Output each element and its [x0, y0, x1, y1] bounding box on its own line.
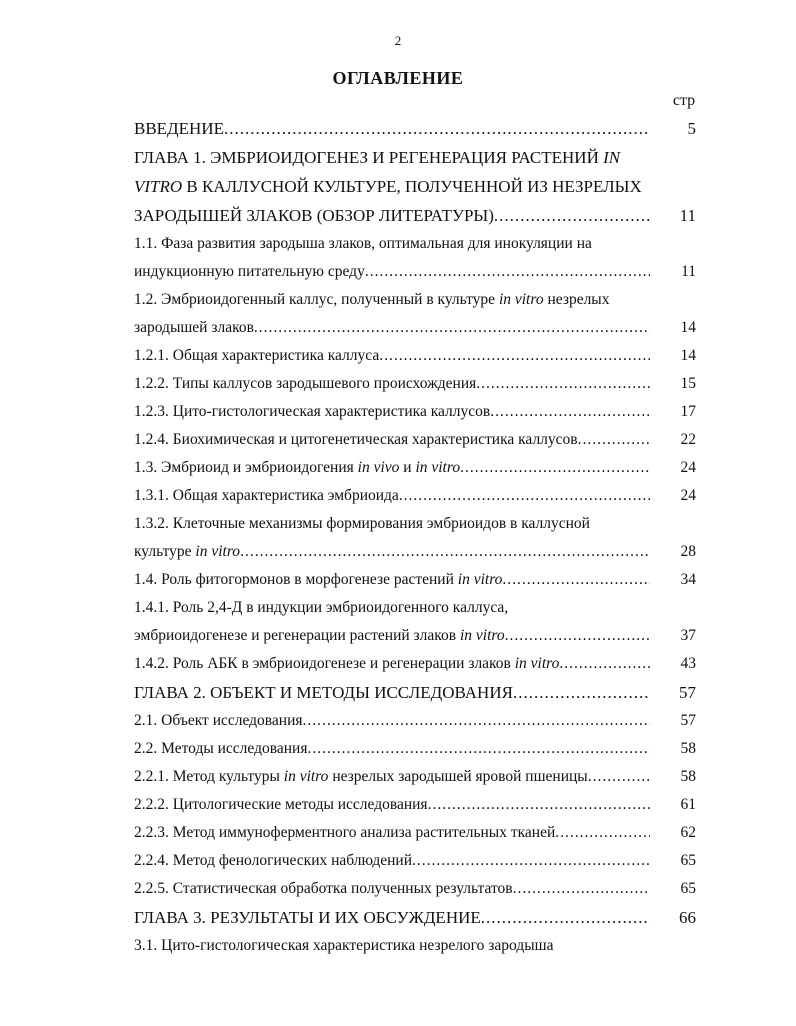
toc-line: [134, 763, 696, 791]
toc-entry: [134, 707, 696, 735]
toc-entry-text: 3.1. Цито-гистологическая характеристика незрелого зародыша: [134, 937, 554, 954]
toc-entry: [134, 735, 696, 763]
toc-entry: [134, 370, 696, 398]
page-column-header: стр: [672, 92, 696, 109]
toc-line: [134, 678, 696, 707]
toc-entry: [134, 482, 696, 510]
toc-page-number: 57: [679, 683, 696, 702]
toc-entry: [134, 510, 696, 566]
toc-entry-text: VITRO В КАЛЛУСНОЙ КУЛЬТУРЕ, ПОЛУЧЕННОЙ ИЗ НЕЗРЕЛЫХ: [134, 177, 642, 196]
toc-page-number: 57: [680, 712, 696, 729]
table-of-contents: [134, 114, 696, 960]
toc-line: [134, 903, 696, 932]
toc-leader-dots: [254, 314, 650, 342]
toc-entry-text: 1.2.2. Типы каллусов зародышевого происхождения: [134, 375, 477, 392]
toc-entry-text: эмбриоидогенезе и регенерации растений злаков in vitro: [134, 627, 505, 644]
toc-entry: [134, 230, 696, 286]
toc-page-number: 17: [680, 403, 696, 420]
toc-line: [134, 314, 696, 342]
toc-line: [134, 622, 696, 650]
toc-leader-dots: [240, 538, 650, 566]
toc-line: [134, 172, 696, 201]
page-title: ОГЛАВЛЕНИЕ: [332, 68, 464, 88]
toc-entry-text: 2.2.2. Цитологические методы исследования: [134, 796, 428, 813]
toc-entry: [134, 763, 696, 791]
toc-page-number: 14: [680, 347, 696, 364]
toc-entry-text: 1.4.2. Роль АБК в эмбриоидогенезе и регенерации злаков in vitro: [134, 655, 560, 672]
toc-page-number: 5: [687, 119, 696, 138]
toc-leader-dots: [460, 454, 650, 482]
toc-page-number: 11: [681, 263, 696, 280]
toc-entry: [134, 426, 696, 454]
toc-entry-text: ГЛАВА 2. ОБЪЕКТ И МЕТОДЫ ИССЛЕДОВАНИЯ: [134, 683, 513, 702]
toc-leader-dots: [513, 875, 650, 903]
toc-entry-text: ГЛАВА 1. ЭМБРИОИДОГЕНЕЗ И РЕГЕНЕРАЦИЯ РАСТЕНИЙ IN: [134, 148, 621, 167]
toc-page-number: 22: [680, 431, 696, 448]
toc-line: [134, 538, 696, 566]
toc-entry-text: 1.2.1. Общая характеристика каллуса: [134, 347, 380, 364]
toc-leader-dots: [481, 903, 650, 932]
toc-page-number: 24: [680, 459, 696, 476]
toc-entry: [134, 875, 696, 903]
toc-leader-dots: [399, 482, 650, 510]
toc-line: [134, 875, 696, 903]
toc-leader-dots: [578, 426, 650, 454]
toc-line: [134, 932, 696, 960]
toc-page-number: 62: [680, 824, 696, 841]
toc-entry: [134, 398, 696, 426]
toc-page-number: 58: [680, 768, 696, 785]
toc-entry: [134, 932, 696, 960]
toc-entry-text: 2.2. Методы исследования: [134, 740, 308, 757]
toc-leader-dots: [588, 763, 650, 791]
toc-entry-text: 2.2.1. Метод культуры in vitro незрелых зародышей яровой пшеницы: [134, 768, 588, 785]
toc-line: [134, 594, 696, 622]
toc-line: [134, 114, 696, 143]
toc-line: [134, 454, 696, 482]
toc-leader-dots: [307, 735, 650, 763]
toc-line: [134, 791, 696, 819]
toc-leader-dots: [559, 650, 650, 678]
toc-entry-text: ЗАРОДЫШЕЙ ЗЛАКОВ (ОБЗОР ЛИТЕРАТУРЫ): [134, 206, 494, 225]
toc-entry: [134, 143, 696, 230]
toc-line: [134, 201, 696, 230]
toc-entry: [134, 566, 696, 594]
toc-page-number: 61: [680, 796, 696, 813]
toc-entry-text: 2.2.4. Метод фенологических наблюдений: [134, 852, 412, 869]
toc-page-number: 15: [680, 375, 696, 392]
toc-leader-dots: [555, 819, 650, 847]
toc-entry-text: культуре in vitro: [134, 543, 241, 560]
toc-line: [134, 286, 696, 314]
toc-entry-text: 1.2. Эмбриоидогенный каллус, полученный в культуре in vitro незрелых: [134, 291, 610, 308]
toc-leader-dots: [365, 258, 650, 286]
toc-entry-text: 2.2.5. Статистическая обработка полученных результатов: [134, 880, 513, 897]
toc-entry-text: 2.2.3. Метод иммуноферментного анализа растительных тканей: [134, 824, 556, 841]
toc-line: [134, 398, 696, 426]
toc-page-number: 37: [680, 627, 696, 644]
toc-page-number: 58: [680, 740, 696, 757]
toc-entry: [134, 678, 696, 707]
toc-entry: [134, 791, 696, 819]
toc-line: [134, 510, 696, 538]
toc-leader-dots: [505, 622, 650, 650]
toc-line: [134, 258, 696, 286]
toc-entry: [134, 342, 696, 370]
toc-line: [134, 143, 696, 172]
toc-leader-dots: [513, 678, 650, 707]
toc-leader-dots: [224, 114, 650, 143]
toc-entry-text: 1.3. Эмбриоид и эмбриоидогения in vivo и in vitro: [134, 459, 461, 476]
toc-entry: [134, 650, 696, 678]
toc-entry: [134, 847, 696, 875]
toc-line: [134, 566, 696, 594]
toc-entry: [134, 819, 696, 847]
toc-line: [134, 342, 696, 370]
toc-entry-text: 1.3.1. Общая характеристика эмбриоида: [134, 487, 399, 504]
toc-leader-dots: [412, 847, 650, 875]
toc-page-number: 34: [680, 571, 696, 588]
toc-leader-dots: [428, 791, 650, 819]
toc-page-number: 65: [680, 852, 696, 869]
toc-page-number: 14: [680, 319, 696, 336]
toc-entry-text: 2.1. Объект исследования: [134, 712, 303, 729]
toc-leader-dots: [490, 398, 650, 426]
toc-line: [134, 426, 696, 454]
toc-leader-dots: [303, 707, 650, 735]
toc-page-number: 66: [679, 908, 696, 927]
toc-line: [134, 230, 696, 258]
toc-line: [134, 370, 696, 398]
toc-line: [134, 735, 696, 763]
toc-entry: [134, 594, 696, 650]
toc-entry-text: индукционную питательную среду: [134, 263, 365, 280]
toc-entry-text: 1.2.3. Цито-гистологическая характеристика каллусов: [134, 403, 491, 420]
toc-leader-dots: [494, 201, 650, 230]
toc-entry-text: 1.3.2. Клеточные механизмы формирования эмбриоидов в каллусной: [134, 515, 590, 532]
toc-leader-dots: [502, 566, 650, 594]
page-number: 2: [394, 33, 402, 48]
toc-page-number: 24: [680, 487, 696, 504]
toc-line: [134, 482, 696, 510]
toc-entry-text: ВВЕДЕНИЕ: [134, 119, 224, 138]
toc-entry: [134, 114, 696, 143]
toc-entry: [134, 286, 696, 342]
toc-line: [134, 707, 696, 735]
toc-leader-dots: [476, 370, 650, 398]
toc-entry-text: зародышей злаков: [134, 319, 254, 336]
toc-entry-text: 1.4. Роль фитогормонов в морфогенезе растений in vitro: [134, 571, 503, 588]
toc-page-number: 65: [680, 880, 696, 897]
toc-leader-dots: [379, 342, 650, 370]
toc-line: [134, 819, 696, 847]
toc-entry: [134, 903, 696, 932]
toc-line: [134, 847, 696, 875]
toc-line: [134, 650, 696, 678]
toc-page-number: 43: [680, 655, 696, 672]
toc-entry-text: 1.1. Фаза развития зародыша злаков, оптимальная для инокуляции на: [134, 235, 592, 252]
toc-entry-text: 1.2.4. Биохимическая и цитогенетическая характеристика каллусов: [134, 431, 578, 448]
toc-page-number: 11: [679, 206, 696, 225]
toc-entry-text: 1.4.1. Роль 2,4-Д в индукции эмбриоидогенного каллуса,: [134, 599, 509, 616]
toc-page-number: 28: [680, 543, 696, 560]
toc-entry-text: ГЛАВА 3. РЕЗУЛЬТАТЫ И ИХ ОБСУЖДЕНИЕ: [134, 908, 481, 927]
toc-entry: [134, 454, 696, 482]
